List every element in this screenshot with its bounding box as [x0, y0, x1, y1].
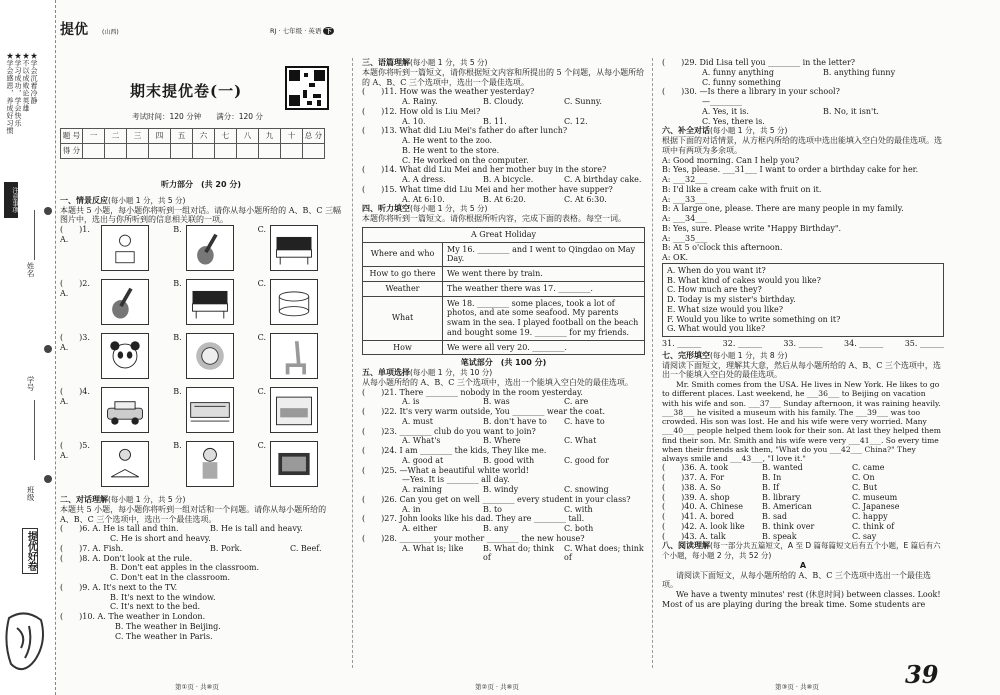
question-options [362, 156, 645, 166]
option-b[interactable]: B. windy [483, 485, 519, 494]
question-options [362, 417, 645, 427]
question-8: ( )8. A. Don't look at the rule. [60, 553, 193, 563]
option-a[interactable]: A. good at [402, 455, 444, 465]
option-picture[interactable] [101, 441, 149, 487]
taxi-icon [102, 389, 148, 431]
tv-icon [271, 443, 317, 485]
brand-seal-icon [3, 608, 47, 678]
option-b[interactable]: B. library [762, 492, 801, 502]
question: ( )14. What did Liu Mei and her mother buy in the store? [362, 165, 607, 175]
question-10-b: B. The weather in Beijing. [115, 621, 221, 631]
question-number: ( )3. A. [60, 333, 90, 352]
box-option: F. Would you like to write something on it? [667, 314, 841, 324]
question-options [362, 195, 645, 205]
guitar-icon [187, 227, 233, 269]
option-label: C. [257, 387, 266, 396]
option-b[interactable]: B. was [483, 397, 510, 407]
question-number: ( )5. A. [60, 441, 90, 460]
cloze-options [662, 463, 944, 541]
question-6-c: C. He is short and heavy. [110, 534, 211, 543]
question: ( )13. What did Liu Mei's father do after lunch? [362, 126, 568, 136]
cloze-option-row [662, 502, 944, 512]
dialog-line: A: ___34___ [662, 214, 708, 223]
option-c[interactable]: C. with [564, 504, 593, 514]
option-a[interactable]: A. must [402, 416, 433, 426]
score-cell[interactable] [303, 144, 325, 159]
section-8-title: 八、阅读理解(每一部分共五篇短文，A 至 D 篇每篇短文后有五个小题，E 篇后有六个小题，每小题 2 分，共 52 分) [662, 541, 941, 560]
option-a[interactable]: ( )39. A. shop [662, 492, 730, 502]
options-box [662, 263, 944, 337]
box-option: A. When do you want it? [667, 265, 766, 275]
reading-child-icon [102, 443, 148, 485]
option-b[interactable]: B. Cloudy. [483, 97, 524, 106]
option-c[interactable]: C. Japanese [852, 502, 900, 512]
cloze-passage: Mr. Smith comes from the USA. He lives in New York. He likes to go to different places. Last weekend, he ___36___ to Beijing on vacation with his wife and son. ___37___ Sunday afternoon, it was raining heavily. ___38___ he visited a museum with his family. The ___39___ was too crowded. His son was lost. He and his wife were very worried. Many ___40___ people helped them look for their son. At last they helped them find their son. Mr. Smith and his wife were very ___41___. So every time when their friends ask them, "What do you ___42___ China?" They always smile and ___43___, "I love it." [662, 380, 941, 463]
score-cell[interactable] [127, 144, 149, 159]
student-id-line[interactable] [34, 400, 35, 460]
option-picture[interactable] [270, 441, 318, 487]
column-divider [652, 58, 653, 668]
box-option: E. What size would you like? [667, 304, 784, 314]
holiday-row [363, 296, 645, 340]
option-a[interactable]: A. in [402, 504, 421, 514]
question-10-c: C. The weather in Paris. [115, 631, 213, 641]
score-header-cell: 五 [171, 129, 193, 144]
dialog-line: B: At 5 o'clock this afternoon. [662, 243, 783, 253]
box-option: D. Today is my sister's birthday. [667, 295, 796, 304]
option-b[interactable]: B. 11. [483, 116, 507, 126]
section-7-title: 七、完形填空(每小题 1 分，共 8 分) [662, 350, 788, 360]
train-station-icon [271, 389, 317, 431]
option-a[interactable]: ( )38. A. So [662, 482, 721, 492]
option-label: C. [257, 225, 266, 234]
option-a[interactable]: A. raining [402, 485, 442, 494]
holiday-row-key: How to go there [363, 267, 443, 282]
question: ( )28. ________ your mother ________ the new house? [362, 533, 585, 543]
question: ( )22. It's very warm outside, You ________ wear the coat. [362, 407, 606, 416]
holiday-row [363, 340, 645, 355]
option-label: C. [257, 441, 266, 450]
listening-questions [362, 87, 645, 204]
option-c[interactable]: C. What does; think of [564, 543, 644, 563]
picture-questions [60, 225, 342, 495]
option-c[interactable]: C. What [564, 436, 597, 446]
option-b[interactable]: B. to [483, 504, 502, 514]
drum-kid-icon [102, 227, 148, 269]
score-cell[interactable] [83, 144, 105, 159]
option-a[interactable]: A. What is; like [402, 543, 464, 553]
score-cell[interactable] [281, 144, 303, 159]
score-header-cell: 十 [281, 129, 303, 144]
option-picture[interactable] [270, 225, 318, 271]
option-b[interactable]: B. If [762, 482, 780, 492]
score-cell[interactable] [215, 144, 237, 159]
option-picture[interactable] [186, 279, 234, 325]
cloze-option-row [662, 512, 944, 522]
option-c[interactable]: C. think of [852, 521, 895, 531]
brand-vertical: 提优好卷 [22, 528, 38, 574]
option-c[interactable]: C. He worked on the computer. [402, 155, 529, 165]
motto-line: ★不以成败论英雄 [22, 52, 30, 112]
option-picture[interactable] [186, 387, 234, 433]
question-6: ( )6. A. He is tall and thin. B. He is tall and heavy. [60, 524, 303, 534]
column-middle [362, 58, 645, 563]
boy-icon [187, 443, 233, 485]
section-3-title: 三、语篇理解(每小题 1 分，共 5 分) [362, 58, 488, 67]
question-29-options: A. funny anything B. anything funny [702, 67, 896, 77]
question-options [362, 436, 645, 446]
section-2-title: 二、对话理解(每小题 1 分，共 5 分) [60, 495, 186, 504]
question-8-c: C. Don't eat in the classroom. [110, 573, 231, 582]
option-c[interactable]: C. came [852, 463, 885, 473]
column-divider [352, 58, 353, 668]
section-8-instructions: 请阅读下面短文，从每小题所给的 A、B、C 三个选项中选出一个最佳选项。 [662, 570, 931, 590]
panda-icon [102, 335, 148, 377]
question: ( )23. ________ club do you want to join? [362, 426, 536, 436]
motto-line: ★学会沉着冷静 [30, 52, 38, 105]
question-options [362, 97, 645, 107]
page-number: 39 [905, 660, 939, 689]
holiday-row-key: How [363, 340, 443, 355]
question: ( )27. John looks like his dad. They are ________ tall. [362, 514, 585, 524]
dialog-line: A: OK. [662, 253, 689, 262]
option-picture[interactable] [186, 333, 234, 379]
qr-code-icon[interactable] [285, 66, 329, 110]
train-icon [187, 389, 233, 431]
motto-line: ★学习成功，学会快乐 [14, 52, 22, 127]
option-c[interactable]: C. good for [564, 455, 609, 465]
option-picture[interactable] [186, 225, 234, 271]
motto [6, 52, 38, 135]
section-1-title: 一、情景反应(每小题 1 分，共 5 分) [60, 195, 186, 205]
section-3-instructions: 本题你将听到一篇短文，请你根据短文内容和所提出的 5 个问题，从每小题所给的 A、B、C 三个选项中，选出一个最佳选项。 [362, 67, 645, 87]
dialog-line: B: Yes, sure. Please write "Happy Birthday". [662, 223, 842, 233]
section-5-title: 五、单项选择(每小题 1 分，共 10 分) [362, 368, 493, 377]
picture-question [60, 333, 342, 387]
option-c[interactable]: C. But [852, 482, 878, 492]
holiday-row-value[interactable]: We went there by train. [443, 267, 645, 282]
question-options [362, 524, 645, 534]
score-header-cell: 总 分 [303, 129, 325, 144]
option-b[interactable]: B. He went to the store. [402, 145, 500, 155]
option-a[interactable]: ( )36. A. took [662, 463, 729, 473]
option-c[interactable]: C. happy [852, 512, 888, 521]
option-a[interactable]: A. either [402, 524, 438, 533]
holiday-table [362, 227, 645, 356]
name-line[interactable] [34, 210, 35, 260]
piano-icon [187, 281, 233, 323]
notice-tag: 注意事项 [4, 182, 18, 218]
option-label: C. [257, 279, 266, 288]
option-a[interactable]: A. What's [402, 436, 441, 446]
option-b[interactable]: B. any [483, 524, 509, 533]
option-c[interactable]: C. both [564, 524, 594, 533]
option-picture[interactable] [101, 279, 149, 325]
option-c[interactable]: C. At 6:30. [564, 194, 607, 204]
section-5-instructions: 从每小题所给的 A、B、C 三个选项中，选出一个能填入空白处的最佳选项。 [362, 377, 633, 387]
cloze-option-row [662, 532, 944, 542]
cloze-option-row [662, 483, 944, 493]
answer-blanks[interactable] [662, 339, 944, 349]
binding-strip [0, 0, 56, 695]
option-b[interactable]: B. Where [483, 436, 521, 446]
question: ( )21. There ________ nobody in the room yesterday. [362, 387, 583, 397]
drum-icon [271, 281, 317, 323]
option-b[interactable]: B. At 6:20. [483, 194, 526, 204]
cloze-option-row [662, 522, 944, 532]
score-header-cell: 四 [149, 129, 171, 144]
binding-hole [44, 345, 52, 353]
section-4-instructions: 本题你将听到一篇短文。请你根据所听内容，完成下面的表格。每空一词。 [362, 214, 626, 223]
holiday-row-value[interactable]: The weather there was 17. ________. [443, 281, 645, 296]
option-a[interactable]: ( )37. A. For [662, 473, 725, 482]
holiday-row-value[interactable]: My 16. ________ and I went to Qingdao on May Day. [443, 242, 645, 267]
multiple-choice-questions [362, 388, 645, 564]
question: ( )11. How was the weather yesterday? [362, 87, 535, 97]
brand-logo: 提优 (山西) [60, 22, 119, 38]
answer-blank[interactable]: 34. ______ [844, 339, 884, 348]
question-options [362, 175, 645, 185]
question-29: ( )29. Did Lisa tell you ________ in the letter? [662, 58, 856, 67]
score-value-row[interactable] [61, 144, 325, 159]
page-footer-2: 第②页 · 共⑧页 [475, 683, 519, 691]
answer-blank[interactable]: 33. ______ [783, 339, 823, 348]
written-title: 笔试部分 (共 100 分) [460, 358, 547, 368]
piano-icon [271, 227, 317, 269]
motto-line: ★学会感恩，养成好习惯 [6, 52, 14, 135]
option-c[interactable]: C. have to [564, 416, 605, 426]
option-a[interactable]: A. Rainy. [402, 97, 438, 106]
box-option: C. How much are they? [667, 285, 762, 295]
option-a[interactable]: ( )42. A. look like [662, 521, 745, 531]
answer-blank[interactable]: 35. ______ [904, 339, 944, 348]
cloze-option-row [662, 473, 944, 483]
question-options [362, 456, 645, 466]
score-header-cell: 题 号 [61, 129, 83, 144]
option-picture[interactable] [101, 333, 149, 379]
listening-title: 听力部分 (共 20 分) [160, 180, 241, 189]
column-right [662, 58, 944, 610]
option-b[interactable]: B. wanted [762, 463, 803, 473]
holiday-row-key: Weather [363, 281, 443, 296]
option-c[interactable]: C. are [564, 397, 589, 407]
cloze-option-row [662, 463, 944, 473]
option-c[interactable]: C. museum [852, 492, 898, 502]
option-b[interactable]: B. American [762, 502, 812, 512]
question-number: ( )2. A. [60, 279, 90, 298]
question-30-options: A. Yes, it is. B. No, it isn't. [702, 106, 879, 116]
picture-question [60, 441, 342, 495]
option-b[interactable]: B. don't have to [483, 416, 547, 426]
reading-passage: We have a twenty minutes' rest (休息时间) between classes. Look! Most of us are playing during the break time. Some students are [662, 590, 941, 609]
section-1-instructions: 本题共 5 小题，每小题你将听到一组对话。请你从每小题所给的 A、B、C 三幅图片中，选出与你所听到的信息相关联的一项。 [60, 205, 342, 225]
score-header-cell: 九 [259, 129, 281, 144]
name-label: 姓名 [26, 262, 36, 277]
holiday-row-value[interactable]: We 18. ________ some places, took a lot of photos, and ate some seafood. My parents swam in the sea. I played football on the beach and bought some 19. ________ for my friends. [443, 296, 645, 340]
exam-info: 考试时间：120 分钟 满分：120 分 [132, 112, 263, 121]
section-7-instructions: 请阅读下面短文，理解其大意，然后从每小题所给的 A、B、C 三个选项中，选出一个能填入空白处的最佳选项。 [662, 360, 941, 380]
page-title: 期末提优卷(一) [130, 82, 243, 100]
option-b[interactable]: B. A bicycle. [483, 175, 534, 184]
score-cell[interactable] [149, 144, 171, 159]
score-header-cell: 三 [127, 129, 149, 144]
option-a[interactable]: A. is [402, 397, 420, 407]
question-options [362, 544, 645, 564]
column-listening [60, 180, 342, 641]
score-header-cell: 八 [237, 129, 259, 144]
option-picture[interactable] [101, 225, 149, 271]
question-options [362, 146, 645, 156]
book-meta: RJ · 七年级 · 英语 下 [270, 27, 332, 35]
option-a[interactable]: ( )43. A. talk [662, 531, 726, 541]
question-options [362, 136, 645, 146]
score-header-cell: 六 [193, 129, 215, 144]
dialog-line: B: Yes, please. ___31___ I want to order a birthday cake for her. [662, 165, 919, 175]
student-id-label: 学号 [26, 376, 36, 391]
question: ( )26. Can you get on well ________ every student in your class? [362, 494, 631, 504]
holiday-row [363, 281, 645, 296]
option-c[interactable]: C. snowing [564, 485, 609, 494]
question-9-b: B. It's next to the window. [110, 592, 216, 602]
option-label: C. [257, 333, 266, 342]
score-cell[interactable] [193, 144, 215, 159]
dialog [662, 156, 944, 263]
option-b[interactable]: B. good with [483, 455, 535, 465]
dialog-line: A: ___32___ [662, 175, 708, 184]
option-a[interactable]: A. At 6:10. [402, 194, 445, 204]
option-b[interactable]: B. think over [762, 521, 815, 531]
question-30-reply: —________ [702, 97, 742, 106]
dialog-line: B: I'd like a cream cake with fruit on it. [662, 184, 822, 194]
binding-hole [44, 207, 52, 215]
option-picture[interactable] [270, 387, 318, 433]
option-c[interactable]: C. 12. [564, 116, 588, 126]
score-cell[interactable] [259, 144, 281, 159]
question-30: ( )30. —Is there a library in your school? [662, 87, 840, 97]
score-cell[interactable] [105, 144, 127, 159]
score-table [60, 128, 325, 159]
score-header-row [61, 129, 325, 144]
option-b[interactable]: B. speak [762, 531, 797, 541]
option-c[interactable]: C. On [852, 473, 875, 482]
picture-question [60, 387, 342, 441]
question-line: —Yes. It is ________ all day. [402, 475, 510, 485]
holiday-table-title: A Great Holiday [363, 227, 645, 242]
question-number: ( )4. A. [60, 387, 90, 406]
option-c[interactable]: C. A birthday cake. [564, 175, 642, 184]
option-b[interactable]: B. What do; think of [483, 543, 554, 563]
guitar-icon [102, 281, 148, 323]
holiday-row-key: What [363, 296, 443, 340]
dialog-line: A: ___33___ [662, 194, 708, 204]
section-6-title: 六、补全对话(每小题 1 分，共 5 分) [662, 126, 788, 136]
score-row-label: 得 分 [61, 144, 83, 159]
page-footer-1: 第①页 · 共⑧页 [175, 683, 219, 691]
option-picture[interactable] [101, 387, 149, 433]
option-picture[interactable] [186, 441, 234, 487]
option-a[interactable]: A. He went to the zoo. [402, 136, 493, 145]
dialog-line: A: Good morning. Can I help you? [662, 155, 800, 165]
option-label: B. [173, 279, 182, 288]
box-option: G. What would you like? [667, 324, 766, 334]
question-30-option-c: C. Yes, there is. [702, 116, 765, 126]
option-picture[interactable] [270, 333, 318, 379]
dialog-line: B: A large one, please. There are many people in my family. [662, 204, 904, 214]
option-label: B. [173, 225, 182, 234]
option-c[interactable]: C. Sunny. [564, 97, 602, 106]
box-option: B. What kind of cakes would you like? [667, 275, 821, 285]
class-label: 班级 [26, 486, 36, 501]
picture-question [60, 279, 342, 333]
score-header-cell: 七 [215, 129, 237, 144]
passage-a-label: A [799, 560, 807, 570]
question: ( )25. —What a beautiful white world! [362, 465, 529, 475]
picture-question [60, 225, 342, 279]
option-c[interactable]: C. say [852, 531, 877, 541]
question-7: ( )7. A. Fish. B. Pork. C. Beef. [60, 543, 322, 553]
score-cell[interactable] [237, 144, 259, 159]
option-a[interactable]: A. 10. [402, 116, 426, 126]
question: ( )15. What time did Liu Mei and her mother have supper? [362, 184, 613, 194]
cloze-option-row [662, 493, 944, 503]
option-label: B. [173, 387, 182, 396]
page-footer-3: 第③页 · 共⑧页 [775, 683, 819, 691]
question-29-option-c: C. funny something [702, 77, 781, 87]
section-4-title: 四、听力填空(每小题 1 分，共 5 分) [362, 204, 488, 214]
section-2-instructions: 本题共 5 小题，每小题你将听到一组对话和一个问题。请你从每小题所给的 A、B、C 三个选项中，选出一个最佳选项。 [60, 504, 327, 524]
answer-blank[interactable]: 32. ______ [722, 339, 762, 348]
question: ( )24. I am ________ the kids, They like me. [362, 446, 547, 455]
score-cell[interactable] [171, 144, 193, 159]
question-9-c: C. It's next to the bed. [110, 602, 201, 612]
section-6-instructions: 根据下面的对话情景，从方框内所给的选项中选出能填入空白处的最佳选项。选项中有两项为多余项。 [662, 136, 942, 155]
question-options [362, 485, 645, 495]
answer-blank[interactable]: 31. ______ [662, 339, 702, 348]
question-10: ( )10. A. The weather in London. [60, 612, 206, 621]
score-header-cell: 一 [83, 129, 105, 144]
question-8-b: B. Don't eat apples in the classroom. [110, 563, 260, 573]
option-a[interactable]: ( )40. A. Chinese [662, 502, 743, 512]
option-a[interactable]: ( )41. A. bored [662, 512, 734, 521]
question-options [362, 397, 645, 407]
giraffe-icon [271, 335, 317, 377]
question-number: ( )1. A. [60, 225, 90, 244]
score-header-cell: 二 [105, 129, 127, 144]
option-label: B. [173, 441, 182, 450]
question-options [362, 117, 645, 127]
question-options [362, 505, 645, 515]
holiday-row [363, 267, 645, 282]
option-picture[interactable] [270, 279, 318, 325]
holiday-row [363, 242, 645, 267]
holiday-row-key: Where and who [363, 242, 443, 267]
option-a[interactable]: A. A dress. [402, 175, 446, 184]
binding-hole [44, 475, 52, 483]
dialog-line: A: ___35___ [662, 233, 708, 243]
lion-icon [187, 335, 233, 377]
option-b[interactable]: B. In [762, 473, 782, 482]
holiday-row-value[interactable]: We were all very 20. ________. [443, 340, 645, 355]
option-label: B. [173, 333, 182, 342]
question-9: ( )9. A. It's next to the TV. [60, 582, 178, 592]
question: ( )12. How old is Liu Mei? [362, 106, 481, 116]
option-b[interactable]: B. sad [762, 512, 787, 521]
